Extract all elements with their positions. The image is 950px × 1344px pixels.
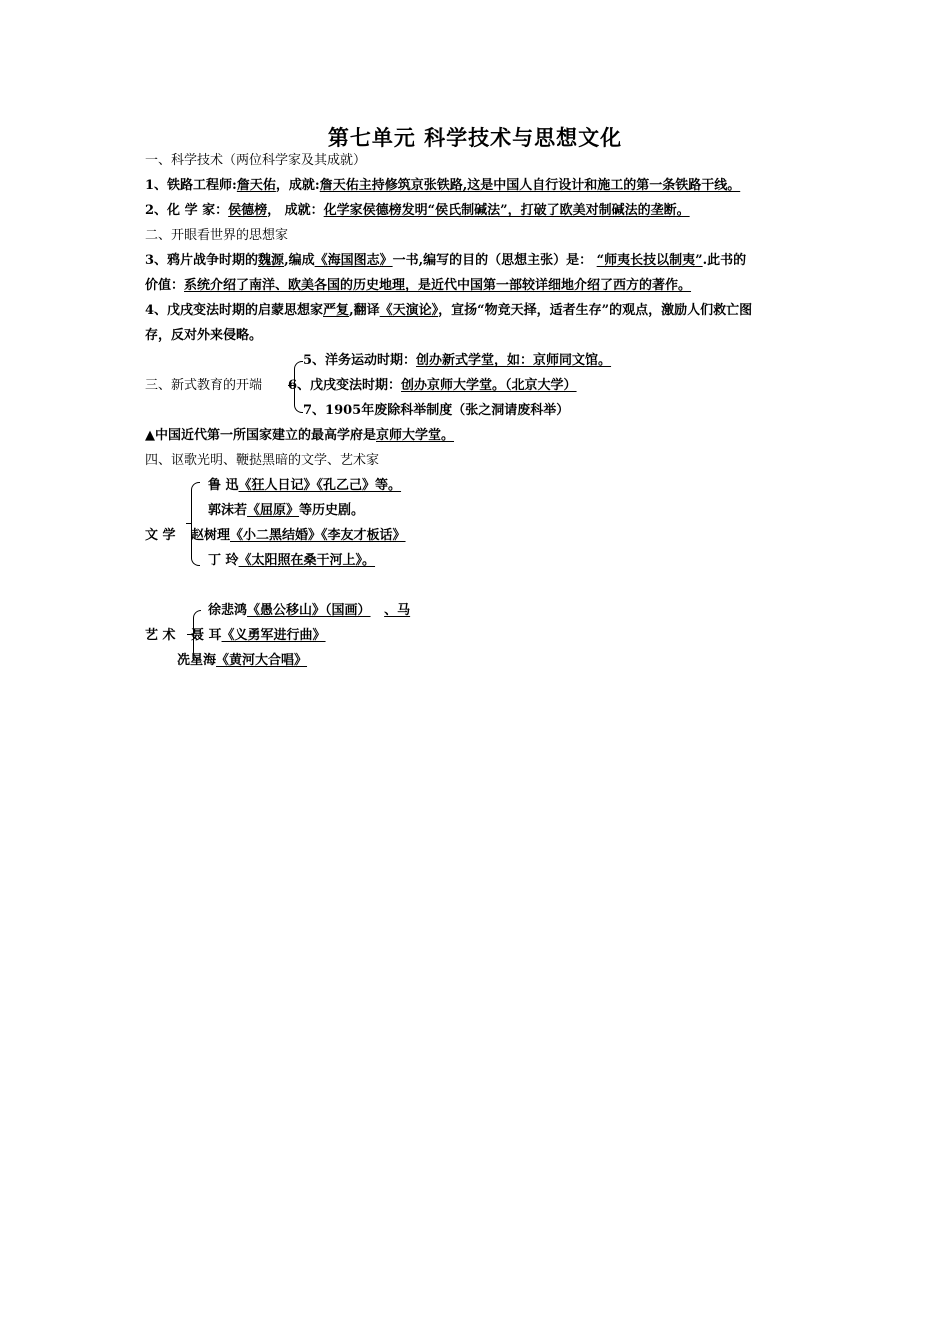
item-1 (145, 177, 740, 195)
literature-row-3 (191, 527, 406, 545)
item-4-book: 《天演论》 (379, 303, 439, 318)
item-3-book: 《海国图志》 (314, 253, 393, 268)
item-1-label: 1、铁路工程师: (145, 178, 237, 193)
art-row-3 (177, 652, 307, 670)
artist-works: 《愚公移山》（国画） (247, 603, 371, 618)
item-4-line-2: 存，反对外来侵略。 (145, 328, 263, 343)
author-name: 鲁 迅 (208, 478, 239, 493)
item-2-label: 2、化 学 家： (145, 203, 229, 218)
author-name: 丁 玲 (208, 553, 239, 568)
item-1-achievement: 詹天佑主持修筑京张铁路,这是中国人自行设计和施工的第一条铁路干线。 (319, 178, 741, 193)
literature-brace (191, 482, 200, 566)
item-3-text-e: 价值： (145, 278, 185, 293)
item-3-text-b: ,编成 (284, 253, 315, 268)
artist-works: 《黄河大合唱》 (216, 653, 308, 668)
author-suffix: 等历史剧。 (299, 503, 365, 518)
art-label: 艺 术 (145, 628, 176, 643)
author-works: 《狂人日记》《孔乙己》等。 (238, 478, 402, 493)
author-name: 赵树理 (191, 528, 231, 543)
item-4-line-1 (145, 302, 752, 320)
art-row-1 (208, 602, 410, 620)
item-3-line-1 (145, 252, 746, 270)
item-6-label: 6、戊戌变法时期： (288, 378, 402, 393)
author-works: 《小二黑结婚》《李友才板话》 (230, 528, 406, 543)
artist-name: 聂 耳 (191, 628, 222, 643)
item-1-mid: ，成就: (275, 178, 320, 193)
item-4-text-a: 4、戊戌变法时期的启蒙思想家 (145, 303, 324, 318)
section-2-heading: 二、开眼看世界的思想家 (145, 228, 289, 243)
note-answer: 京师大学堂。 (376, 428, 455, 443)
section-3-heading: 三、新式教育的开端 (145, 378, 263, 393)
artist-name: 徐悲鸿 (208, 603, 248, 618)
item-2-name: 侯德榜 (228, 203, 268, 218)
item-4-text-b: ,翻译 (349, 303, 380, 318)
author-works: 《太阳照在桑干河上》。 (238, 553, 376, 568)
literature-row-2 (208, 502, 364, 520)
page-title: 第七单元 科学技术与思想文化 (327, 125, 623, 150)
author-name: 郭沫若 (208, 503, 248, 518)
section-1-heading: 一、科学技术（两位科学家及其成就） (145, 153, 367, 168)
literature-label: 文 学 (145, 528, 176, 543)
item-5-label: 5、洋务运动时期： (303, 353, 417, 368)
artist-name: 冼星海 (177, 653, 217, 668)
item-3-text-a: 3、鸦片战争时期的 (145, 253, 259, 268)
item-3-line-2 (145, 277, 691, 295)
note-text: ▲中国近代第一所国家建立的最高学府是 (145, 428, 376, 443)
literature-row-1 (208, 477, 401, 495)
item-3-text-c: 一书,编写的目的（思想主张）是： (392, 253, 597, 268)
literature-brace-tip (186, 523, 192, 524)
item-6 (288, 377, 577, 395)
item-3-name: 魏源 (258, 253, 285, 268)
item-2-mid: ， 成就： (267, 203, 324, 218)
literature-row-4 (208, 552, 375, 570)
section-4-heading: 四、讴歌光明、鞭挞黑暗的文学、艺术家 (145, 453, 380, 468)
item-3-value: 系统介绍了南洋、欧美各国的历史地理，是近代中国第一部较详细地介绍了西方的著作。 (184, 278, 692, 293)
item-2 (145, 202, 690, 220)
item-4-name: 严复 (323, 303, 350, 318)
item-3-idea: “师夷长技以制夷” (596, 253, 703, 268)
section-3-note (145, 427, 454, 445)
item-5 (303, 352, 611, 370)
item-2-achievement: 化学家侯德榜发明“侯氏制碱法”，打破了欧美对制碱法的垄断。 (323, 203, 690, 218)
item-5-value: 创办新式学堂，如：京师同文馆。 (416, 353, 612, 368)
item-4-text-c: ，宣扬“物竞天择，适者生存”的观点，激励人们救亡图 (438, 303, 753, 318)
art-row-2 (191, 627, 326, 645)
artist-works: 《义勇军进行曲》 (221, 628, 326, 643)
item-7: 7、1905年废除科举制度（张之洞请废科举） (303, 403, 570, 418)
author-works: 《屈原》 (247, 503, 300, 518)
item-3-text-d: .此书的 (702, 253, 747, 268)
artist-tail: 、马 (384, 603, 411, 618)
item-6-value: 创办京师大学堂。（北京大学） (401, 378, 577, 393)
item-1-name: 詹天佑 (236, 178, 276, 193)
